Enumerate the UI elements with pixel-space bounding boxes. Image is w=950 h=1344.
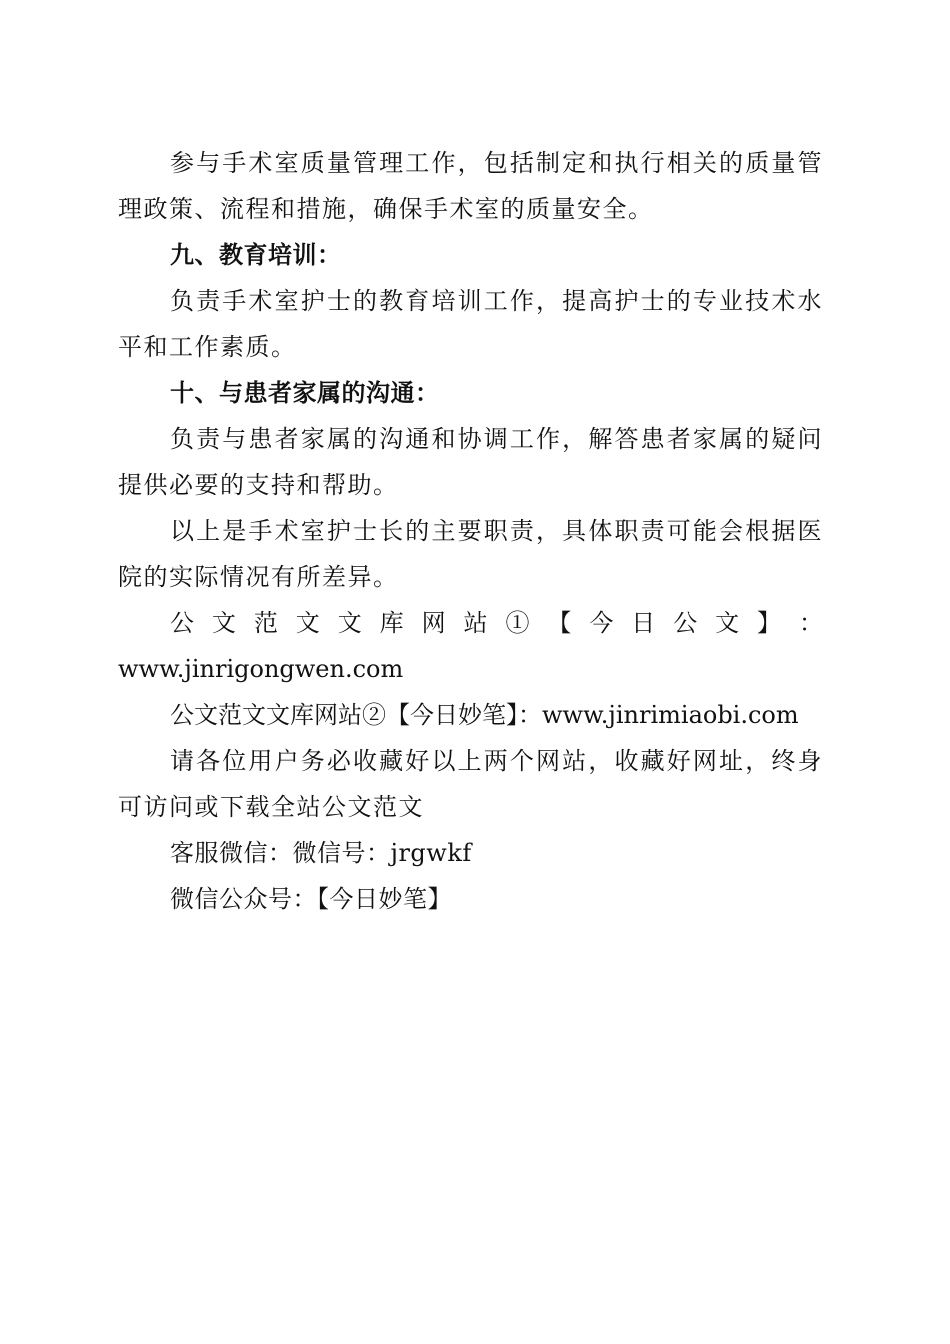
site1-label: 公 文 范 文 文 库 网 站 ① 【 今 日 公 文 】 ： <box>170 609 823 637</box>
heading-education-training: 九、教育培训： <box>170 241 342 269</box>
paragraph-quality-management: 参与手术室质量管理工作，包括制定和执行相关的质量管理政策、流程和措施，确保手术室的质量安全。 <box>118 149 823 223</box>
wechat-public-line: 微信公众号：【今日妙笔】 <box>170 885 452 913</box>
site1-url[interactable]: www.jinrigongwen.com <box>118 655 404 683</box>
heading-family-communication: 十、与患者家属的沟通： <box>170 379 440 407</box>
paragraph-summary: 以上是手术室护士长的主要职责，具体职责可能会根据医院的实际情况有所差异。 <box>118 517 823 591</box>
site2-line: 公文范文文库网站②【今日妙笔】：www.jinrimiaobi.com <box>170 701 799 729</box>
document-page <box>118 140 823 922</box>
paragraph-family-communication: 负责与患者家属的沟通和协调工作，解答患者家属的疑问提供必要的支持和帮助。 <box>118 425 823 499</box>
wechat-service-line: 客服微信：微信号：jrgwkf <box>170 839 472 867</box>
reminder-paragraph: 请各位用户务必收藏好以上两个网站，收藏好网址，终身可访问或下载全站公文范文 <box>118 747 823 821</box>
paragraph-education-training: 负责手术室护士的教育培训工作，提高护士的专业技术水平和工作素质。 <box>118 287 823 361</box>
site1-block <box>118 600 823 646</box>
